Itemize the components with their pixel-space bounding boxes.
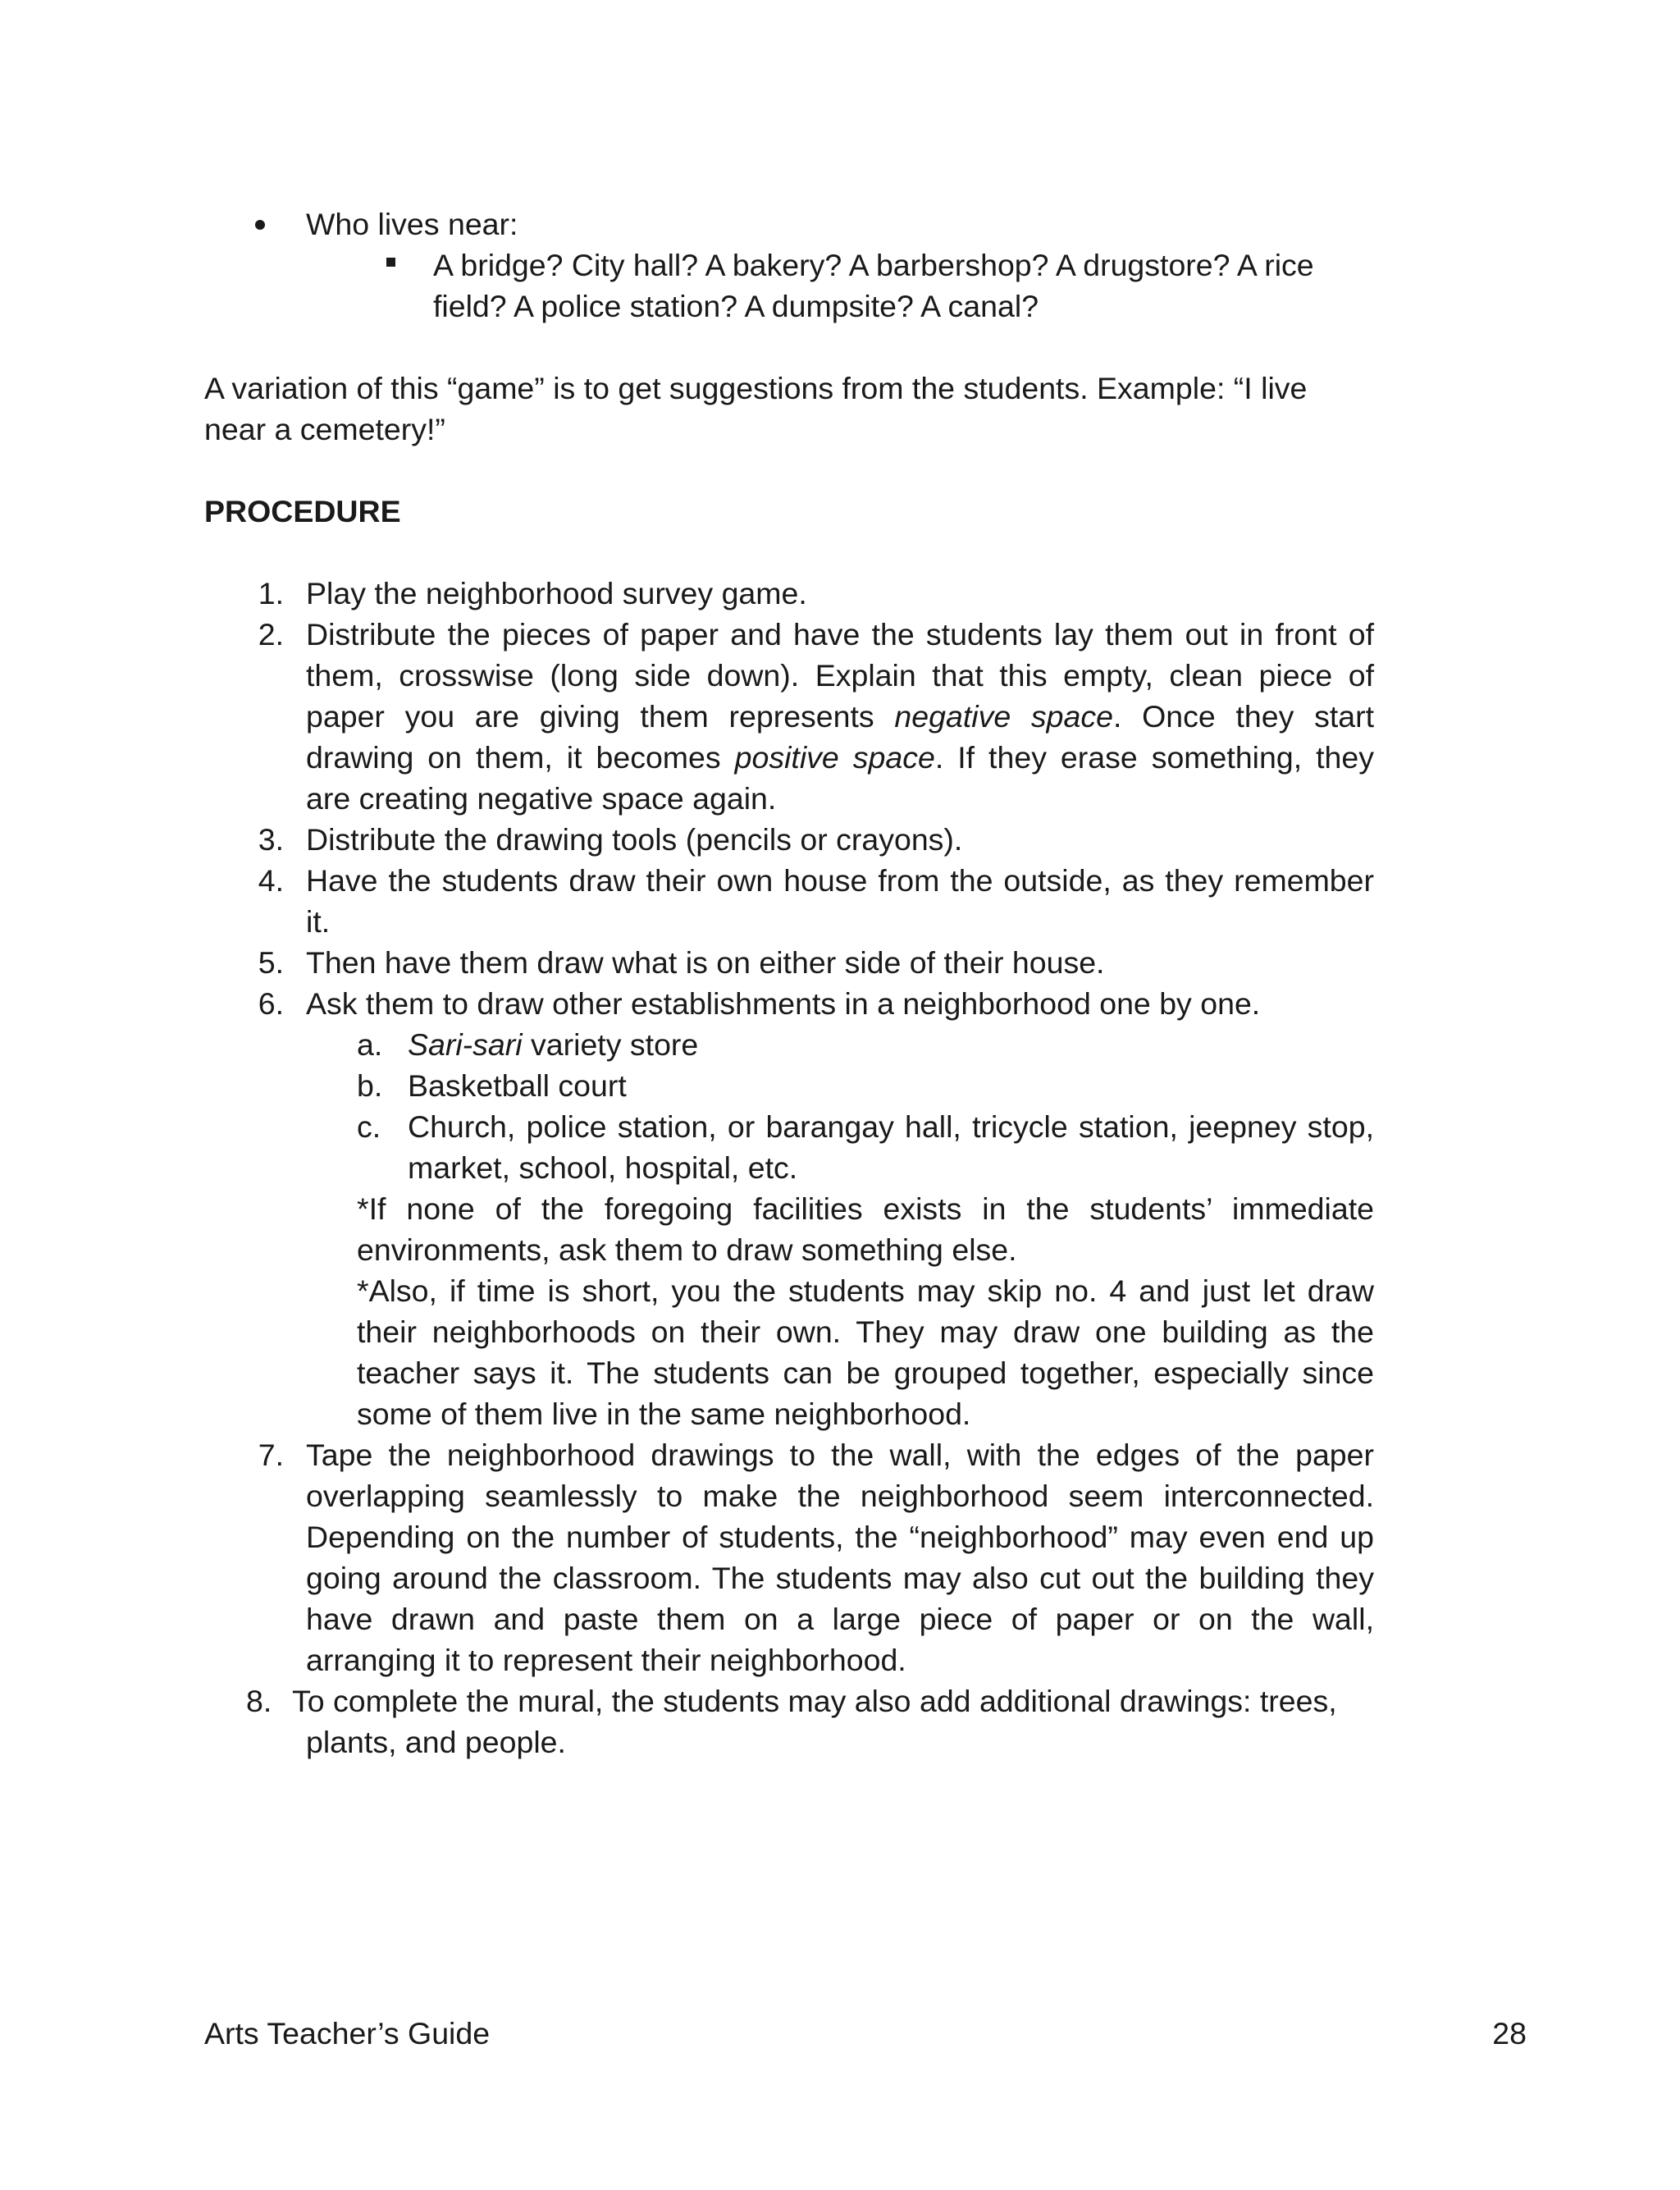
variation-line-1: A variation of this “game” is to get suggestions from the students. Example: “I live <box>204 371 1308 405</box>
step-2-line-2: them, crosswise (long side down). Explain that this empty, clean piece of <box>306 658 1374 693</box>
step-6c-line-2: market, school, hospital, etc. <box>408 1150 798 1185</box>
step-7-line-5: have drawn and paste them on a large piece of paper or on the wall, <box>306 1602 1374 1636</box>
step-2-line-3-end: . Once they start <box>1112 699 1375 734</box>
procedure-heading: PROCEDURE <box>204 494 401 528</box>
step-6-note-2-line-3: teacher says it. The students can be grouped together, especially since <box>357 1356 1374 1390</box>
step-4-line-2: it. <box>306 904 331 939</box>
step-2-line-4-end: . If they erase something, they <box>934 740 1374 775</box>
step-7-line-4: going around the classroom. The students may also cut out the building they <box>306 1561 1374 1595</box>
step-6-note-2-line-2: their neighborhoods on their own. They may draw one building as the <box>357 1314 1374 1349</box>
step-6-text: Ask them to draw other establishments in a neighborhood one by one. <box>306 986 1261 1021</box>
step-7-line-1: Tape the neighborhood drawings to the wall, with the edges of the paper <box>306 1438 1374 1472</box>
step-6-note-2-line-1: *Also, if time is short, you the students may skip no. 4 and just let draw <box>357 1273 1374 1308</box>
step-6c-label: c. <box>357 1109 381 1144</box>
step-6a-sari-sari: Sari-sari <box>408 1027 523 1062</box>
step-6a-label: a. <box>357 1027 383 1062</box>
step-2-line-4-start: drawing on them, it becomes <box>306 740 735 775</box>
step-6-note-1-line-2: environments, ask them to draw something else. <box>357 1232 1017 1267</box>
step-6a-text <box>408 1024 698 1065</box>
step-8-number: 8. <box>246 1684 272 1718</box>
step-2-positive-space: positive space <box>734 740 935 775</box>
step-6b-label: b. <box>357 1068 383 1103</box>
step-6-note-2-line-4: some of them live in the same neighborhood. <box>357 1397 971 1431</box>
step-8-line-2: plants, and people. <box>306 1725 566 1759</box>
step-6-note-1-line-1: *If none of the foregoing facilities exists in the students’ immediate <box>357 1191 1374 1226</box>
step-1-text: Play the neighborhood survey game. <box>306 576 807 610</box>
step-6-number: 6. <box>258 986 284 1021</box>
sub-bullet-line-2: field? A police station? A dumpsite? A canal? <box>433 289 1039 323</box>
step-6c-line-1: Church, police station, or barangay hall, tricycle station, jeepney stop, <box>408 1109 1374 1144</box>
step-2-number: 2. <box>258 617 284 652</box>
step-7-line-6: arranging it to represent their neighborhood. <box>306 1643 906 1677</box>
step-2-line-4 <box>306 737 1374 778</box>
page-number: 28 <box>1492 2016 1527 2051</box>
step-7-number: 7. <box>258 1438 284 1472</box>
step-2-line-3 <box>306 696 1374 737</box>
step-8-line-1: To complete the mural, the students may also add additional drawings: trees, <box>292 1684 1337 1718</box>
sub-bullet-line-1: A bridge? City hall? A bakery? A barbershop? A drugstore? A rice <box>433 248 1314 282</box>
step-6a-variety-store: variety store <box>522 1027 699 1062</box>
step-2-line-5: are creating negative space again. <box>306 781 777 816</box>
step-2-line-3-start: paper you are giving them represents <box>306 699 895 734</box>
step-3-number: 3. <box>258 822 284 857</box>
step-7-line-2: overlapping seamlessly to make the neighborhood seem interconnected. <box>306 1479 1374 1513</box>
footer-title: Arts Teacher’s Guide <box>204 2016 491 2051</box>
step-4-number: 4. <box>258 863 284 898</box>
step-1-number: 1. <box>258 576 284 610</box>
variation-line-2: near a cemetery!” <box>204 412 445 446</box>
step-4-line-1: Have the students draw their own house from the outside, as they remember <box>306 863 1374 898</box>
step-5-text: Then have them draw what is on either side of their house. <box>306 945 1105 980</box>
step-2-negative-space: negative space <box>894 699 1113 734</box>
step-2-line-1: Distribute the pieces of paper and have the students lay them out in front of <box>306 617 1374 652</box>
step-6b-text: Basketball court <box>408 1068 627 1103</box>
bullet-who-lives-near: Who lives near: <box>306 207 518 241</box>
bullet-dot-icon <box>255 220 265 230</box>
step-3-text: Distribute the drawing tools (pencils or crayons). <box>306 822 963 857</box>
bullet-square-icon <box>386 258 395 267</box>
step-7-line-3: Depending on the number of students, the “neighborhood” may even end up <box>306 1520 1374 1554</box>
step-5-number: 5. <box>258 945 284 980</box>
